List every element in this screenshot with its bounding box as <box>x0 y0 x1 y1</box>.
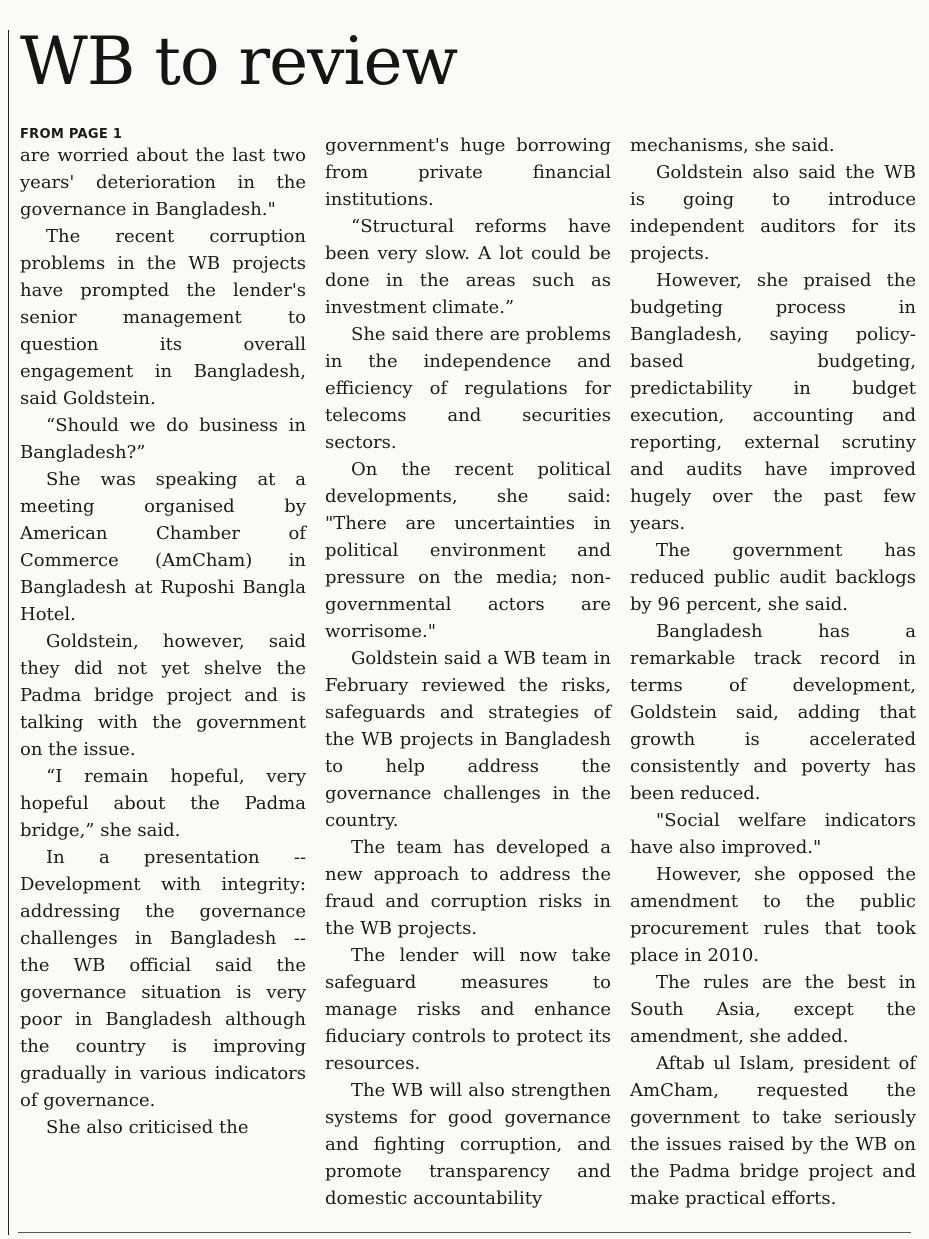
article-paragraph: However, she praised the budgeting process in Bangladesh, saying policy-based budgeting, predictability in budget execution, accounting and reporting, external scrutiny and audits have improved hugely over the past few years. <box>630 270 916 534</box>
article-paragraph: The WB will also strengthen systems for good governance and fighting corruption, and promote transparency and domestic accountability <box>325 1080 611 1209</box>
article-column-1 <box>20 128 306 1141</box>
article-paragraph: The rules are the best in South Asia, except the amendment, she added. <box>630 972 916 1047</box>
article-paragraph: However, she opposed the amendment to the public procurement rules that took place in 2010. <box>630 864 916 966</box>
article-paragraph: She said there are problems in the independence and efficiency of regulations for telecoms and securities sectors. <box>325 324 611 453</box>
article-paragraph: Goldstein, however, said they did not yet shelve the Padma bridge project and is talking with the government on the issue. <box>20 631 306 760</box>
article-paragraph: The recent corruption problems in the WB projects have prompted the lender's senior management to question its overall engagement in Bangladesh, said Goldstein. <box>20 226 306 409</box>
article-paragraph: The team has developed a new approach to address the fraud and corruption risks in the WB projects. <box>325 837 611 939</box>
continuation-kicker: FROM PAGE 1 <box>20 127 123 142</box>
article-paragraph: “Structural reforms have been very slow. A lot could be done in the areas such as investment climate.” <box>325 216 611 318</box>
left-column-rule <box>8 30 9 1235</box>
bottom-rule <box>18 1232 911 1233</box>
article-paragraph: On the recent political developments, she said: "There are uncertainties in political environment and pressure on the media; non-governmental actors are worrisome." <box>325 459 611 642</box>
article-paragraph: Goldstein said a WB team in February reviewed the risks, safeguards and strategies of the WB projects in Bangladesh to help address the governance challenges in the country. <box>325 648 611 831</box>
article-paragraph: She also criticised the <box>46 1117 249 1138</box>
article-paragraph: Bangladesh has a remarkable track record in terms of development, Goldstein said, adding that growth is accelerated consistently and poverty has been reduced. <box>630 621 916 804</box>
article-paragraph: government's huge borrowing from private financial institutions. <box>325 135 611 210</box>
article-paragraph: mechanisms, she said. <box>630 135 835 156</box>
article-paragraph: The lender will now take safeguard measures to manage risks and enhance fiduciary controls to protect its resources. <box>325 945 611 1074</box>
article-paragraph: The government has reduced public audit backlogs by 96 percent, she said. <box>630 540 916 615</box>
article-column-3 <box>630 132 916 1212</box>
article-paragraph: Goldstein also said the WB is going to introduce independent auditors for its projects. <box>630 162 916 264</box>
article-column-2 <box>325 132 611 1212</box>
article-paragraph: She was speaking at a meeting organised by American Chamber of Commerce (AmCham) in Bangladesh at Ruposhi Bangla Hotel. <box>20 469 306 625</box>
article-paragraph: Aftab ul Islam, president of AmCham, requested the government to take seriously the issues raised by the WB on the Padma bridge project and make practical efforts. <box>630 1053 916 1209</box>
article-paragraph: “Should we do business in Bangladesh?” <box>20 415 306 463</box>
article-paragraph: In a presentation -- Development with integrity: addressing the governance challenges in Bangladesh -- the WB official said the governance situation is very poor in Bangladesh although the country is improving gradually in various indicators of governance. <box>20 847 306 1111</box>
article-paragraph: "Social welfare indicators have also improved." <box>630 810 916 858</box>
headline: WB to review <box>20 23 458 100</box>
article-paragraph: are worried about the last two years' deterioration in the governance in Bangladesh." <box>20 145 306 220</box>
article-paragraph: “I remain hopeful, very hopeful about the Padma bridge,” she said. <box>20 766 306 841</box>
